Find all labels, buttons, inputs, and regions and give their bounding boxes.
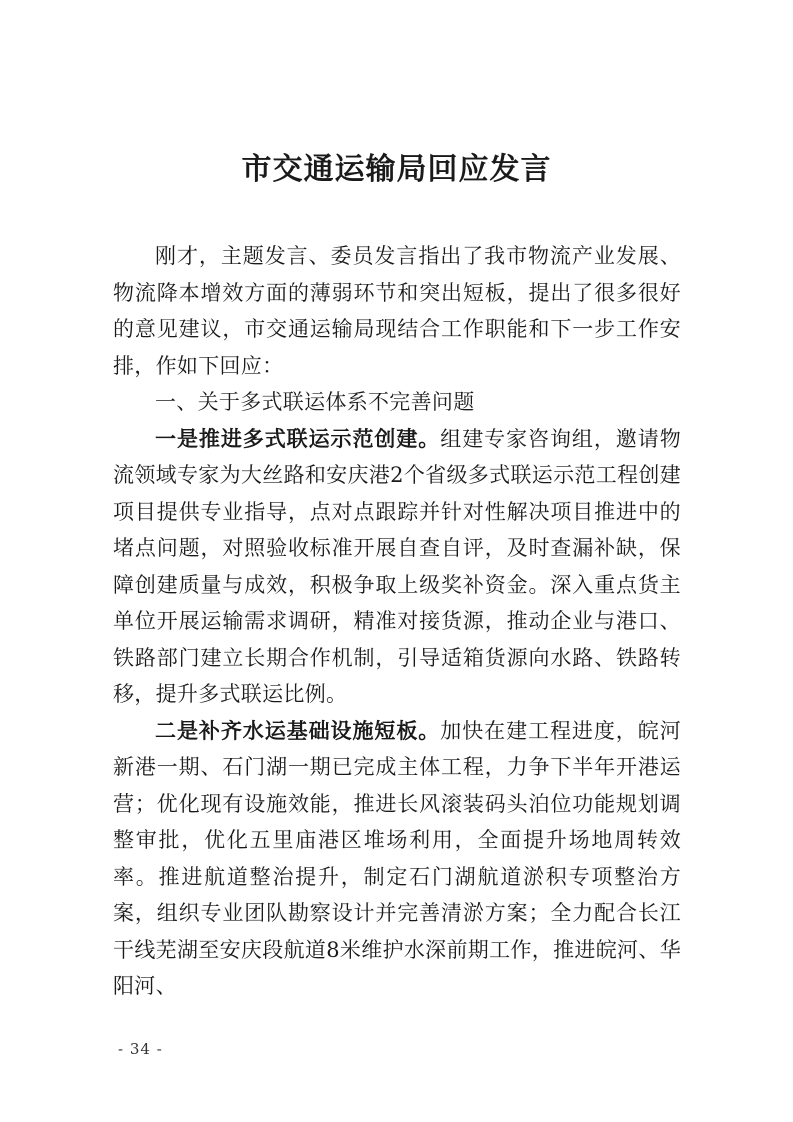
point-1-text: 组建专家咨询组，邀请物流领域专家为大丝路和安庆港2个省级多式联运示范工程创建项目提供专业指导，点对点跟踪并针对性解决项目推进中的堵点问题，对照验收标准开展自查自评，及时查漏补缺，保障创建质量与成效，积极争取上级奖补资金。深入重点货主单位开展运输需求调研，精准对接货源，推动企业与港口、铁路部门建立长期合作机制，引导适箱货源向水路、铁路转移，提升多式联运比例。 (113, 426, 681, 706)
document-title: 市交通运输局回应发言 (241, 152, 552, 187)
point-1-lead: 一是推进多式联运示范创建。 (155, 425, 441, 451)
point-2-lead: 二是补齐水运基础设施短板。 (155, 717, 441, 743)
section-heading: 一、关于多式联运体系不完善问题 (155, 390, 475, 414)
document-body (113, 238, 681, 1005)
point-2-text: 加快在建工程进度，皖河新港一期、石门湖一期已完成主体工程，力争下半年开港运营；优化现有设施效能，推进长风滚装码头泊位功能规划调整审批，优化五里庙港区堆场利用，全面提升场地周转效率。推进航道整治提升，制定石门湖航道淤积专项整治方案，组织专业团队勘察设计并完善清淤方案；全力配合长江干线芜湖至安庆段航道8米维护水深前期工作，推进皖河、华阳河、 (113, 718, 681, 998)
page-number: - 34 - (118, 1040, 163, 1058)
intro-paragraph: 刚才，主题发言、委员发言指出了我市物流产业发展、物流降本增效方面的薄弱环节和突出短板，提出了很多很好的意见建议，市交通运输局现结合工作职能和下一步工作安排，作如下回应： (113, 244, 681, 378)
point-1-paragraph (113, 421, 681, 713)
point-2-paragraph (113, 713, 681, 1005)
